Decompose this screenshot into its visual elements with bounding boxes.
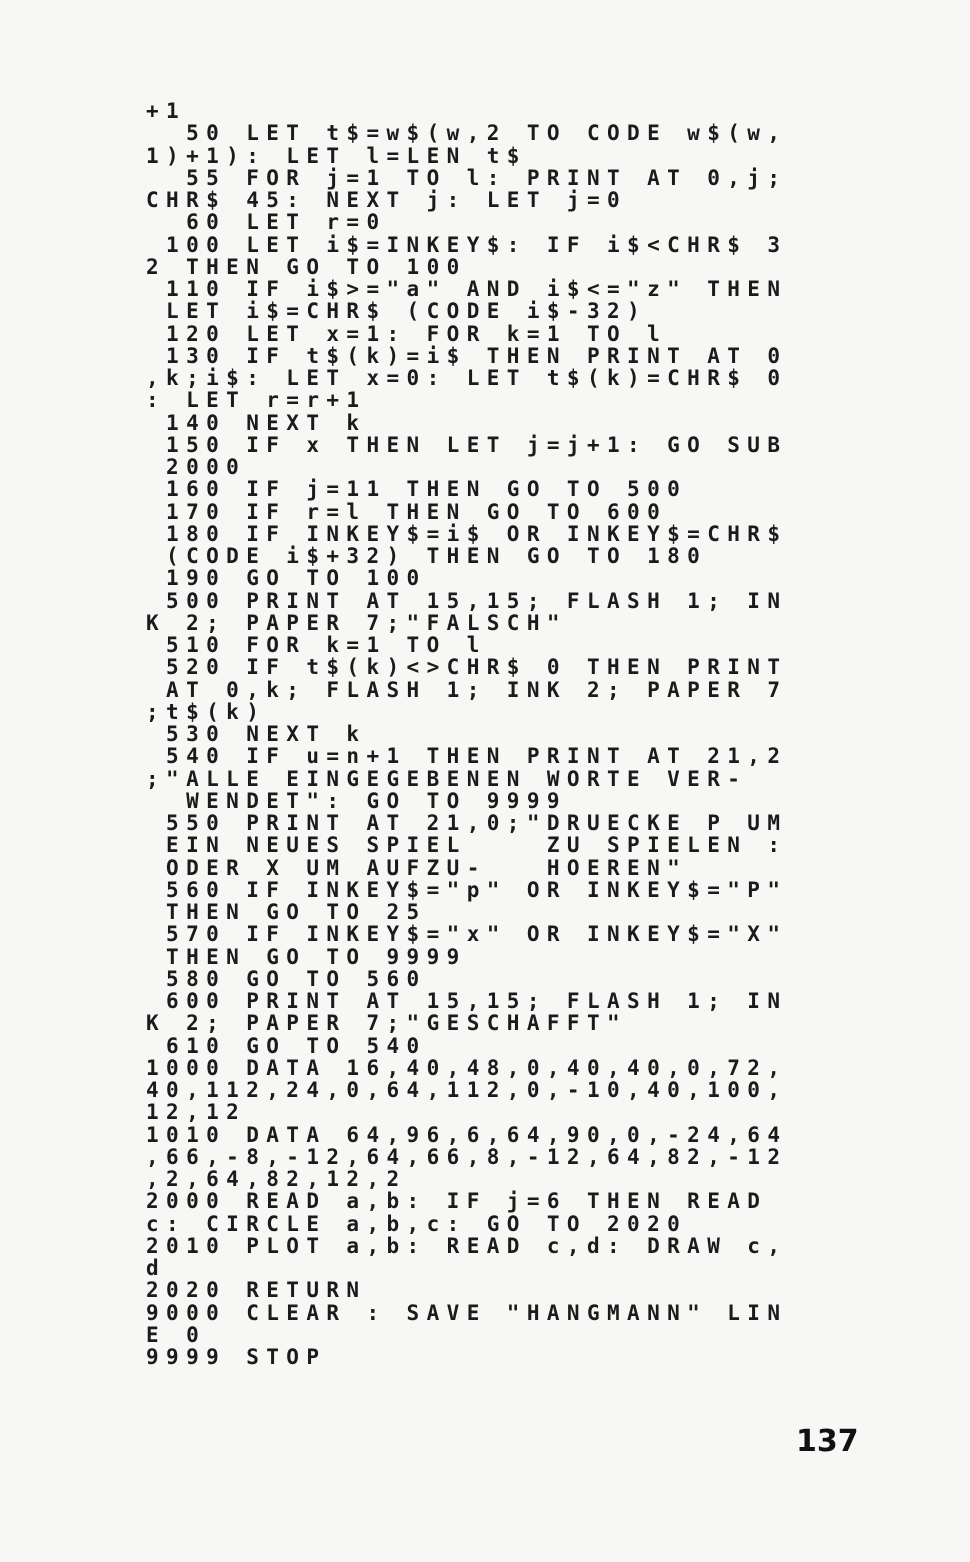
code-line: 1)+1): LET l=LEN t$ (146, 143, 527, 168)
code-line: 180 IF INKEY$=i$ OR INKEY$=CHR$ (146, 521, 788, 546)
code-line: 12,12 (146, 1100, 247, 1125)
code-line: 2020 RETURN (146, 1278, 367, 1303)
code-line: 570 IF INKEY$="x" OR INKEY$="X" (146, 922, 788, 947)
code-line: 55 FOR j=1 TO l: PRINT AT 0,j; (146, 165, 788, 190)
code-line: (CODE i$+32) THEN GO TO 180 (146, 544, 708, 568)
code-line: 530 NEXT k (146, 722, 367, 746)
code-line: 60 LET r=0 (146, 210, 387, 235)
code-line: 560 IF INKEY$="p" OR INKEY$="P" (146, 877, 788, 902)
code-line: 150 IF x THEN LET j=j+1: GO SUB (146, 432, 788, 457)
code-line: WENDET": GO TO 9999 (146, 788, 567, 813)
code-line: EIN NEUES SPIEL ZU SPIELEN : (146, 833, 788, 858)
code-line: 100 LET i$=INKEY$: IF i$<CHR$ 3 (146, 232, 788, 257)
code-line: LET i$=CHR$ (CODE i$-32) (146, 299, 648, 324)
code-line: THEN GO TO 25 (146, 900, 427, 924)
code-line: 500 PRINT AT 15,15; FLASH 1; IN (146, 588, 788, 613)
code-line: 160 IF j=11 THEN GO TO 500 (146, 477, 688, 502)
code-line: E 0 (146, 1322, 207, 1347)
code-line: 50 LET t$=w$(w,2 TO CODE w$(w, (146, 121, 788, 146)
code-line: ;"ALLE EINGEGEBENEN WORTE VER- (146, 766, 748, 791)
code-line: ;t$(k) (146, 699, 267, 724)
code-line: ,2,64,82,12,2 (146, 1167, 407, 1191)
code-line: 2000 (146, 455, 247, 479)
code-line: 9999 STOP (146, 1345, 327, 1369)
code-line: ODER X UM AUFZU- HOEREN" (146, 855, 688, 880)
code-line: 1000 DATA 16,40,48,0,40,40,0,72, (146, 1055, 788, 1080)
code-line: d (146, 1256, 167, 1280)
code-line: 580 GO TO 560 (146, 966, 427, 991)
code-line: 110 IF i$>="a" AND i$<="z" THEN (146, 277, 788, 301)
code-line: c: CIRCLE a,b,c: GO TO 2020 (146, 1211, 688, 1236)
code-line: 140 NEXT k (146, 410, 367, 435)
code-line: 550 PRINT AT 21,0;"DRUECKE P UM (146, 811, 788, 835)
code-line: K 2; PAPER 7;"GESCHAFFT" (146, 1011, 628, 1036)
code-line: ,66,-8,-12,64,66,8,-12,64,82,-12 (146, 1144, 788, 1169)
code-line: 190 GO TO 100 (146, 566, 427, 591)
code-line: ,k;i$: LET x=0: LET t$(k)=CHR$ 0 (146, 366, 788, 390)
code-line: 9000 CLEAR : SAVE "HANGMANN" LIN (146, 1300, 788, 1325)
program-listing (146, 100, 836, 1368)
code-line: 170 IF r=l THEN GO TO 600 (146, 499, 668, 524)
code-line: THEN GO TO 9999 (146, 944, 467, 969)
code-line: CHR$ 45: NEXT j: LET j=0 (146, 188, 628, 212)
code-line: 2000 READ a,b: IF j=6 THEN READ (146, 1189, 768, 1214)
code-line: 130 IF t$(k)=i$ THEN PRINT AT 0 (146, 343, 788, 368)
code-line: AT 0,k; FLASH 1; INK 2; PAPER 7 (146, 677, 788, 702)
code-line: 2 THEN GO TO 100 (146, 254, 467, 279)
code-line: : LET r=r+1 (146, 388, 367, 413)
code-line: 520 IF t$(k)<>CHR$ 0 THEN PRINT (146, 655, 788, 680)
code-line: 600 PRINT AT 15,15; FLASH 1; IN (146, 989, 788, 1013)
code-line: 610 GO TO 540 (146, 1033, 427, 1058)
page-number: 137 (796, 1424, 859, 1459)
code-line: 40,112,24,0,64,112,0,-10,40,100, (146, 1078, 788, 1102)
code-line: 120 LET x=1: FOR k=1 TO l (146, 321, 668, 346)
code-line: 2010 PLOT a,b: READ c,d: DRAW c, (146, 1233, 788, 1258)
code-line: K 2; PAPER 7;"FALSCH" (146, 610, 567, 635)
code-line: +1 (146, 99, 187, 123)
code-line: 1010 DATA 64,96,6,64,90,0,-24,64 (146, 1122, 788, 1147)
code-line: 540 IF u=n+1 THEN PRINT AT 21,2 (146, 744, 788, 769)
code-line: 510 FOR k=1 TO l (146, 633, 487, 657)
